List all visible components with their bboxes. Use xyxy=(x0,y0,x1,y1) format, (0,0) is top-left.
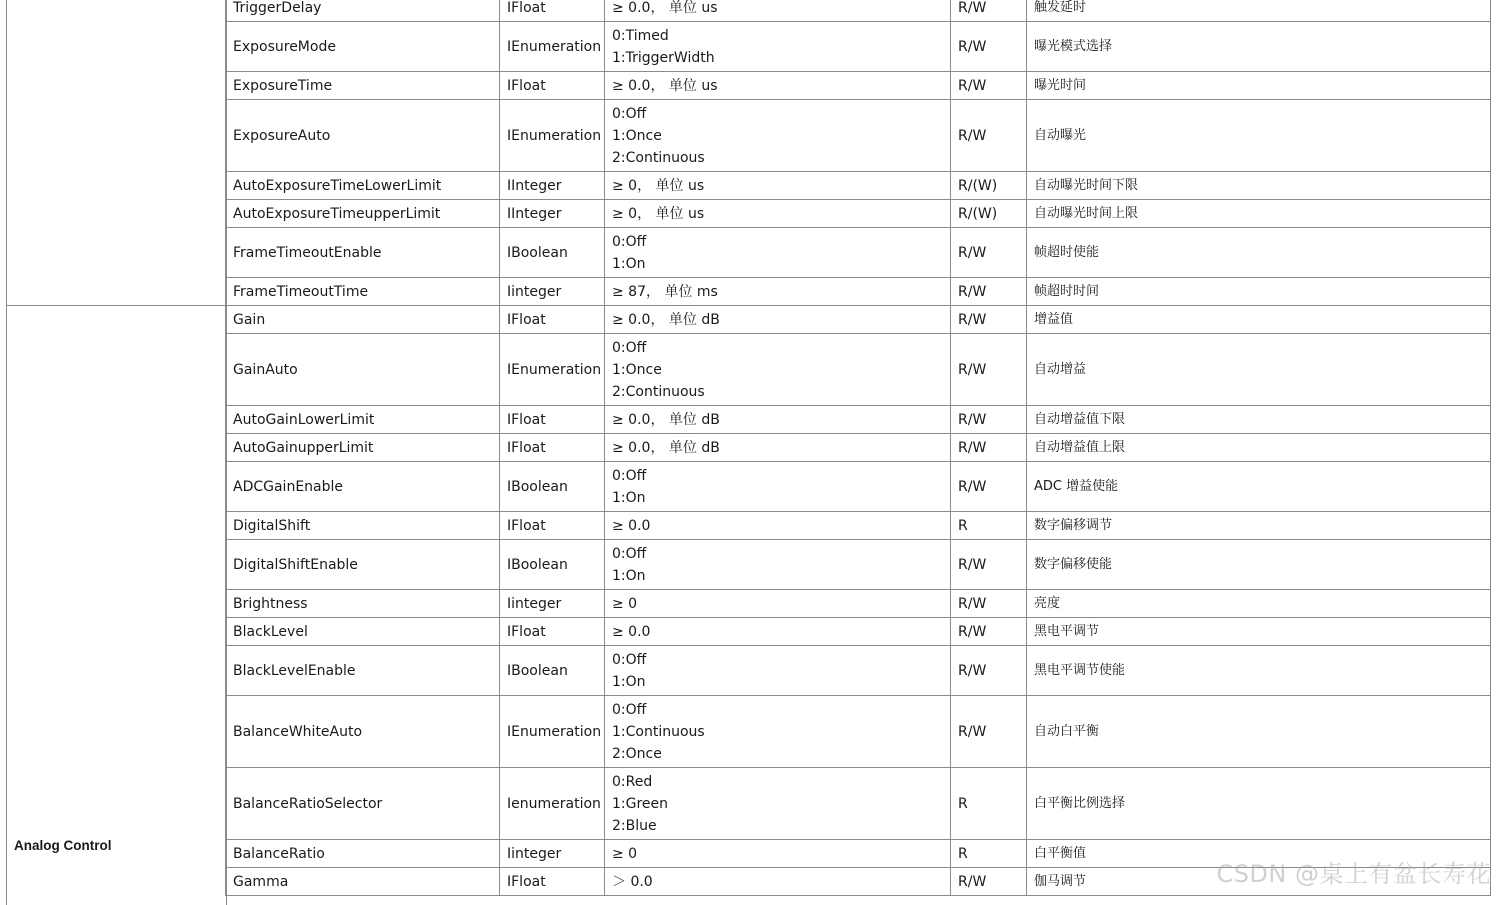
param-description-cell: 帧超时时间 xyxy=(1027,278,1491,306)
table-row xyxy=(226,618,1491,646)
param-value-line: 0:Red xyxy=(612,773,653,790)
param-value-line: 2:Continuous xyxy=(612,149,705,166)
param-value-line: 1:Continuous xyxy=(612,723,705,740)
param-access-cell: R/(W) xyxy=(951,200,1027,228)
param-value-cell xyxy=(605,406,951,434)
table-row xyxy=(226,840,1491,868)
param-type-cell: Iinteger xyxy=(500,278,605,306)
param-value-cell xyxy=(605,868,951,896)
param-description-cell: ADC 增益使能 xyxy=(1027,462,1491,512)
param-value-line: 1:On xyxy=(612,489,646,506)
param-value-line: 0:Off xyxy=(612,339,647,356)
param-access-cell: R/W xyxy=(951,868,1027,896)
param-value-cell xyxy=(605,696,951,768)
table-row xyxy=(226,540,1491,590)
table-row xyxy=(226,172,1491,200)
param-value-cell xyxy=(605,590,951,618)
param-type-cell: IFloat xyxy=(500,512,605,540)
param-name-cell: DigitalShift xyxy=(226,512,500,540)
param-value-line: ≥ 0， 单位 us xyxy=(612,177,705,194)
param-description-cell: 自动增益值上限 xyxy=(1027,434,1491,462)
param-name-cell: Gain xyxy=(226,306,500,334)
param-value-line: ≥ 0， 单位 us xyxy=(612,205,705,222)
param-description-cell: 自动曝光时间下限 xyxy=(1027,172,1491,200)
param-value-cell xyxy=(605,100,951,172)
parameter-table xyxy=(225,0,1491,896)
param-access-cell: R xyxy=(951,512,1027,540)
param-value-cell xyxy=(605,540,951,590)
param-value-line: 0:Off xyxy=(612,545,647,562)
param-description-cell: 自动曝光时间上限 xyxy=(1027,200,1491,228)
param-name-cell: ExposureMode xyxy=(226,22,500,72)
param-type-cell: IFloat xyxy=(500,0,605,22)
acquisition-group-cell xyxy=(6,0,227,306)
param-access-cell: R/W xyxy=(951,406,1027,434)
param-value-line: 0:Off xyxy=(612,105,647,122)
table-row xyxy=(226,306,1491,334)
table-row xyxy=(226,22,1491,72)
param-value-line: 2:Once xyxy=(612,745,662,762)
param-description-cell: 黑电平调节 xyxy=(1027,618,1491,646)
param-value-cell xyxy=(605,646,951,696)
table-row xyxy=(226,868,1491,896)
param-description-cell: 自动曝光 xyxy=(1027,100,1491,172)
table-row xyxy=(226,334,1491,406)
param-value-line: 0:Timed xyxy=(612,27,669,44)
param-value-line: ≥ 0.0 xyxy=(612,623,651,640)
param-access-cell: R/W xyxy=(951,228,1027,278)
param-type-cell: IBoolean xyxy=(500,646,605,696)
param-value-line: ≥ 0.0， 单位 dB xyxy=(612,411,720,428)
param-type-cell: IFloat xyxy=(500,306,605,334)
param-type-cell: Iinteger xyxy=(500,840,605,868)
param-value-line: 2:Blue xyxy=(612,817,657,834)
param-value-line: 0:Off xyxy=(612,651,647,668)
param-name-cell: AutoExposureTimeLowerLimit xyxy=(226,172,500,200)
param-value-line: ≥ 0.0， 单位 us xyxy=(612,0,718,16)
param-access-cell: R/W xyxy=(951,278,1027,306)
table-row xyxy=(226,72,1491,100)
param-type-cell: IFloat xyxy=(500,72,605,100)
analog-control-group-cell xyxy=(6,305,227,905)
table-row xyxy=(226,434,1491,462)
param-type-cell: IEnumeration xyxy=(500,334,605,406)
param-name-cell: Gamma xyxy=(226,868,500,896)
param-access-cell: R xyxy=(951,840,1027,868)
param-value-line: 1:On xyxy=(612,673,646,690)
param-value-line: ≥ 0.0， 单位 dB xyxy=(612,439,720,456)
param-value-line: ≥ 0 xyxy=(612,595,638,612)
param-name-cell: ExposureTime xyxy=(226,72,500,100)
param-value-cell xyxy=(605,278,951,306)
param-type-cell: IFloat xyxy=(500,406,605,434)
param-value-line: 1:On xyxy=(612,255,646,272)
param-value-cell xyxy=(605,768,951,840)
param-access-cell: R/W xyxy=(951,0,1027,22)
param-value-cell xyxy=(605,462,951,512)
param-description-cell: 数字偏移调节 xyxy=(1027,512,1491,540)
table-row xyxy=(226,200,1491,228)
param-access-cell: R/W xyxy=(951,646,1027,696)
param-description-cell: 触发延时 xyxy=(1027,0,1491,22)
param-name-cell: ExposureAuto xyxy=(226,100,500,172)
param-value-line: 1:On xyxy=(612,567,646,584)
param-value-line: ≥ 87， 单位 ms xyxy=(612,283,718,300)
param-type-cell: IFloat xyxy=(500,618,605,646)
param-access-cell: R/W xyxy=(951,306,1027,334)
param-access-cell: R/(W) xyxy=(951,172,1027,200)
param-type-cell: IInteger xyxy=(500,172,605,200)
param-value-line: ≥ 0 xyxy=(612,845,638,862)
param-name-cell: GainAuto xyxy=(226,334,500,406)
param-value-cell xyxy=(605,228,951,278)
param-access-cell: R/W xyxy=(951,100,1027,172)
param-value-cell xyxy=(605,512,951,540)
param-description-cell: 亮度 xyxy=(1027,590,1491,618)
param-name-cell: AutoExposureTimeupperLimit xyxy=(226,200,500,228)
param-type-cell: IEnumeration xyxy=(500,22,605,72)
param-description-cell: 黑电平调节使能 xyxy=(1027,646,1491,696)
param-type-cell: IFloat xyxy=(500,868,605,896)
param-access-cell: R/W xyxy=(951,618,1027,646)
param-value-cell xyxy=(605,0,951,22)
param-name-cell: AutoGainLowerLimit xyxy=(226,406,500,434)
parameter-table-body xyxy=(226,0,1491,896)
param-value-line: 0:Off xyxy=(612,467,647,484)
param-description-cell: 自动增益 xyxy=(1027,334,1491,406)
param-value-line: 1:Once xyxy=(612,127,662,144)
param-description-cell: 伽马调节 xyxy=(1027,868,1491,896)
param-description-cell: 帧超时使能 xyxy=(1027,228,1491,278)
param-value-cell xyxy=(605,334,951,406)
param-value-line: 0:Off xyxy=(612,233,647,250)
param-value-line: ＞ 0.0 xyxy=(612,873,653,890)
param-name-cell: BalanceRatio xyxy=(226,840,500,868)
param-value-cell xyxy=(605,22,951,72)
param-description-cell: 曝光模式选择 xyxy=(1027,22,1491,72)
param-value-cell xyxy=(605,840,951,868)
param-name-cell: BlackLevelEnable xyxy=(226,646,500,696)
param-value-cell xyxy=(605,618,951,646)
param-value-line: 1:Once xyxy=(612,361,662,378)
param-name-cell: FrameTimeoutEnable xyxy=(226,228,500,278)
param-value-cell xyxy=(605,306,951,334)
param-name-cell: ADCGainEnable xyxy=(226,462,500,512)
table-row xyxy=(226,406,1491,434)
param-description-cell: 数字偏移使能 xyxy=(1027,540,1491,590)
param-access-cell: R/W xyxy=(951,334,1027,406)
param-name-cell: FrameTimeoutTime xyxy=(226,278,500,306)
param-description-cell: 增益值 xyxy=(1027,306,1491,334)
csdn-watermark: CSDN @桌上有盆长寿花 xyxy=(1216,860,1491,888)
table-row xyxy=(226,0,1491,22)
param-type-cell: IBoolean xyxy=(500,540,605,590)
param-value-line: 1:Green xyxy=(612,795,669,812)
param-description-cell: 曝光时间 xyxy=(1027,72,1491,100)
param-value-cell xyxy=(605,172,951,200)
param-access-cell: R/W xyxy=(951,462,1027,512)
table-row xyxy=(226,100,1491,172)
param-value-line: 2:Continuous xyxy=(612,383,705,400)
param-value-line: 1:TriggerWidth xyxy=(612,49,715,66)
param-access-cell: R/W xyxy=(951,696,1027,768)
table-row xyxy=(226,462,1491,512)
param-access-cell: R/W xyxy=(951,434,1027,462)
param-type-cell: IBoolean xyxy=(500,462,605,512)
param-type-cell: IFloat xyxy=(500,434,605,462)
param-value-cell xyxy=(605,200,951,228)
table-row xyxy=(226,228,1491,278)
param-type-cell: Iinteger xyxy=(500,590,605,618)
param-value-line: 0:Off xyxy=(612,701,647,718)
param-name-cell: DigitalShiftEnable xyxy=(226,540,500,590)
table-row xyxy=(226,646,1491,696)
analog-control-group-label: Analog Control xyxy=(14,838,112,853)
param-access-cell: R/W xyxy=(951,590,1027,618)
table-row xyxy=(226,512,1491,540)
param-value-cell xyxy=(605,434,951,462)
param-name-cell: BalanceWhiteAuto xyxy=(226,696,500,768)
table-row xyxy=(226,696,1491,768)
param-description-cell: 自动白平衡 xyxy=(1027,696,1491,768)
param-value-line: ≥ 0.0 xyxy=(612,517,651,534)
param-access-cell: R/W xyxy=(951,22,1027,72)
param-access-cell: R/W xyxy=(951,540,1027,590)
param-value-line: ≥ 0.0， 单位 dB xyxy=(612,311,720,328)
table-row xyxy=(226,768,1491,840)
param-type-cell: Ienumeration xyxy=(500,768,605,840)
param-access-cell: R xyxy=(951,768,1027,840)
param-type-cell: IEnumeration xyxy=(500,696,605,768)
param-value-line: ≥ 0.0， 单位 us xyxy=(612,77,718,94)
param-description-cell: 白平衡值 xyxy=(1027,840,1491,868)
param-access-cell: R/W xyxy=(951,72,1027,100)
param-name-cell: BalanceRatioSelector xyxy=(226,768,500,840)
param-type-cell: IEnumeration xyxy=(500,100,605,172)
param-value-cell xyxy=(605,72,951,100)
table-row xyxy=(226,278,1491,306)
param-name-cell: AutoGainupperLimit xyxy=(226,434,500,462)
param-type-cell: IBoolean xyxy=(500,228,605,278)
param-description-cell: 自动增益值下限 xyxy=(1027,406,1491,434)
param-name-cell: Brightness xyxy=(226,590,500,618)
param-description-cell: 白平衡比例选择 xyxy=(1027,768,1491,840)
table-row xyxy=(226,590,1491,618)
param-type-cell: IInteger xyxy=(500,200,605,228)
param-name-cell: TriggerDelay xyxy=(226,0,500,22)
param-name-cell: BlackLevel xyxy=(226,618,500,646)
